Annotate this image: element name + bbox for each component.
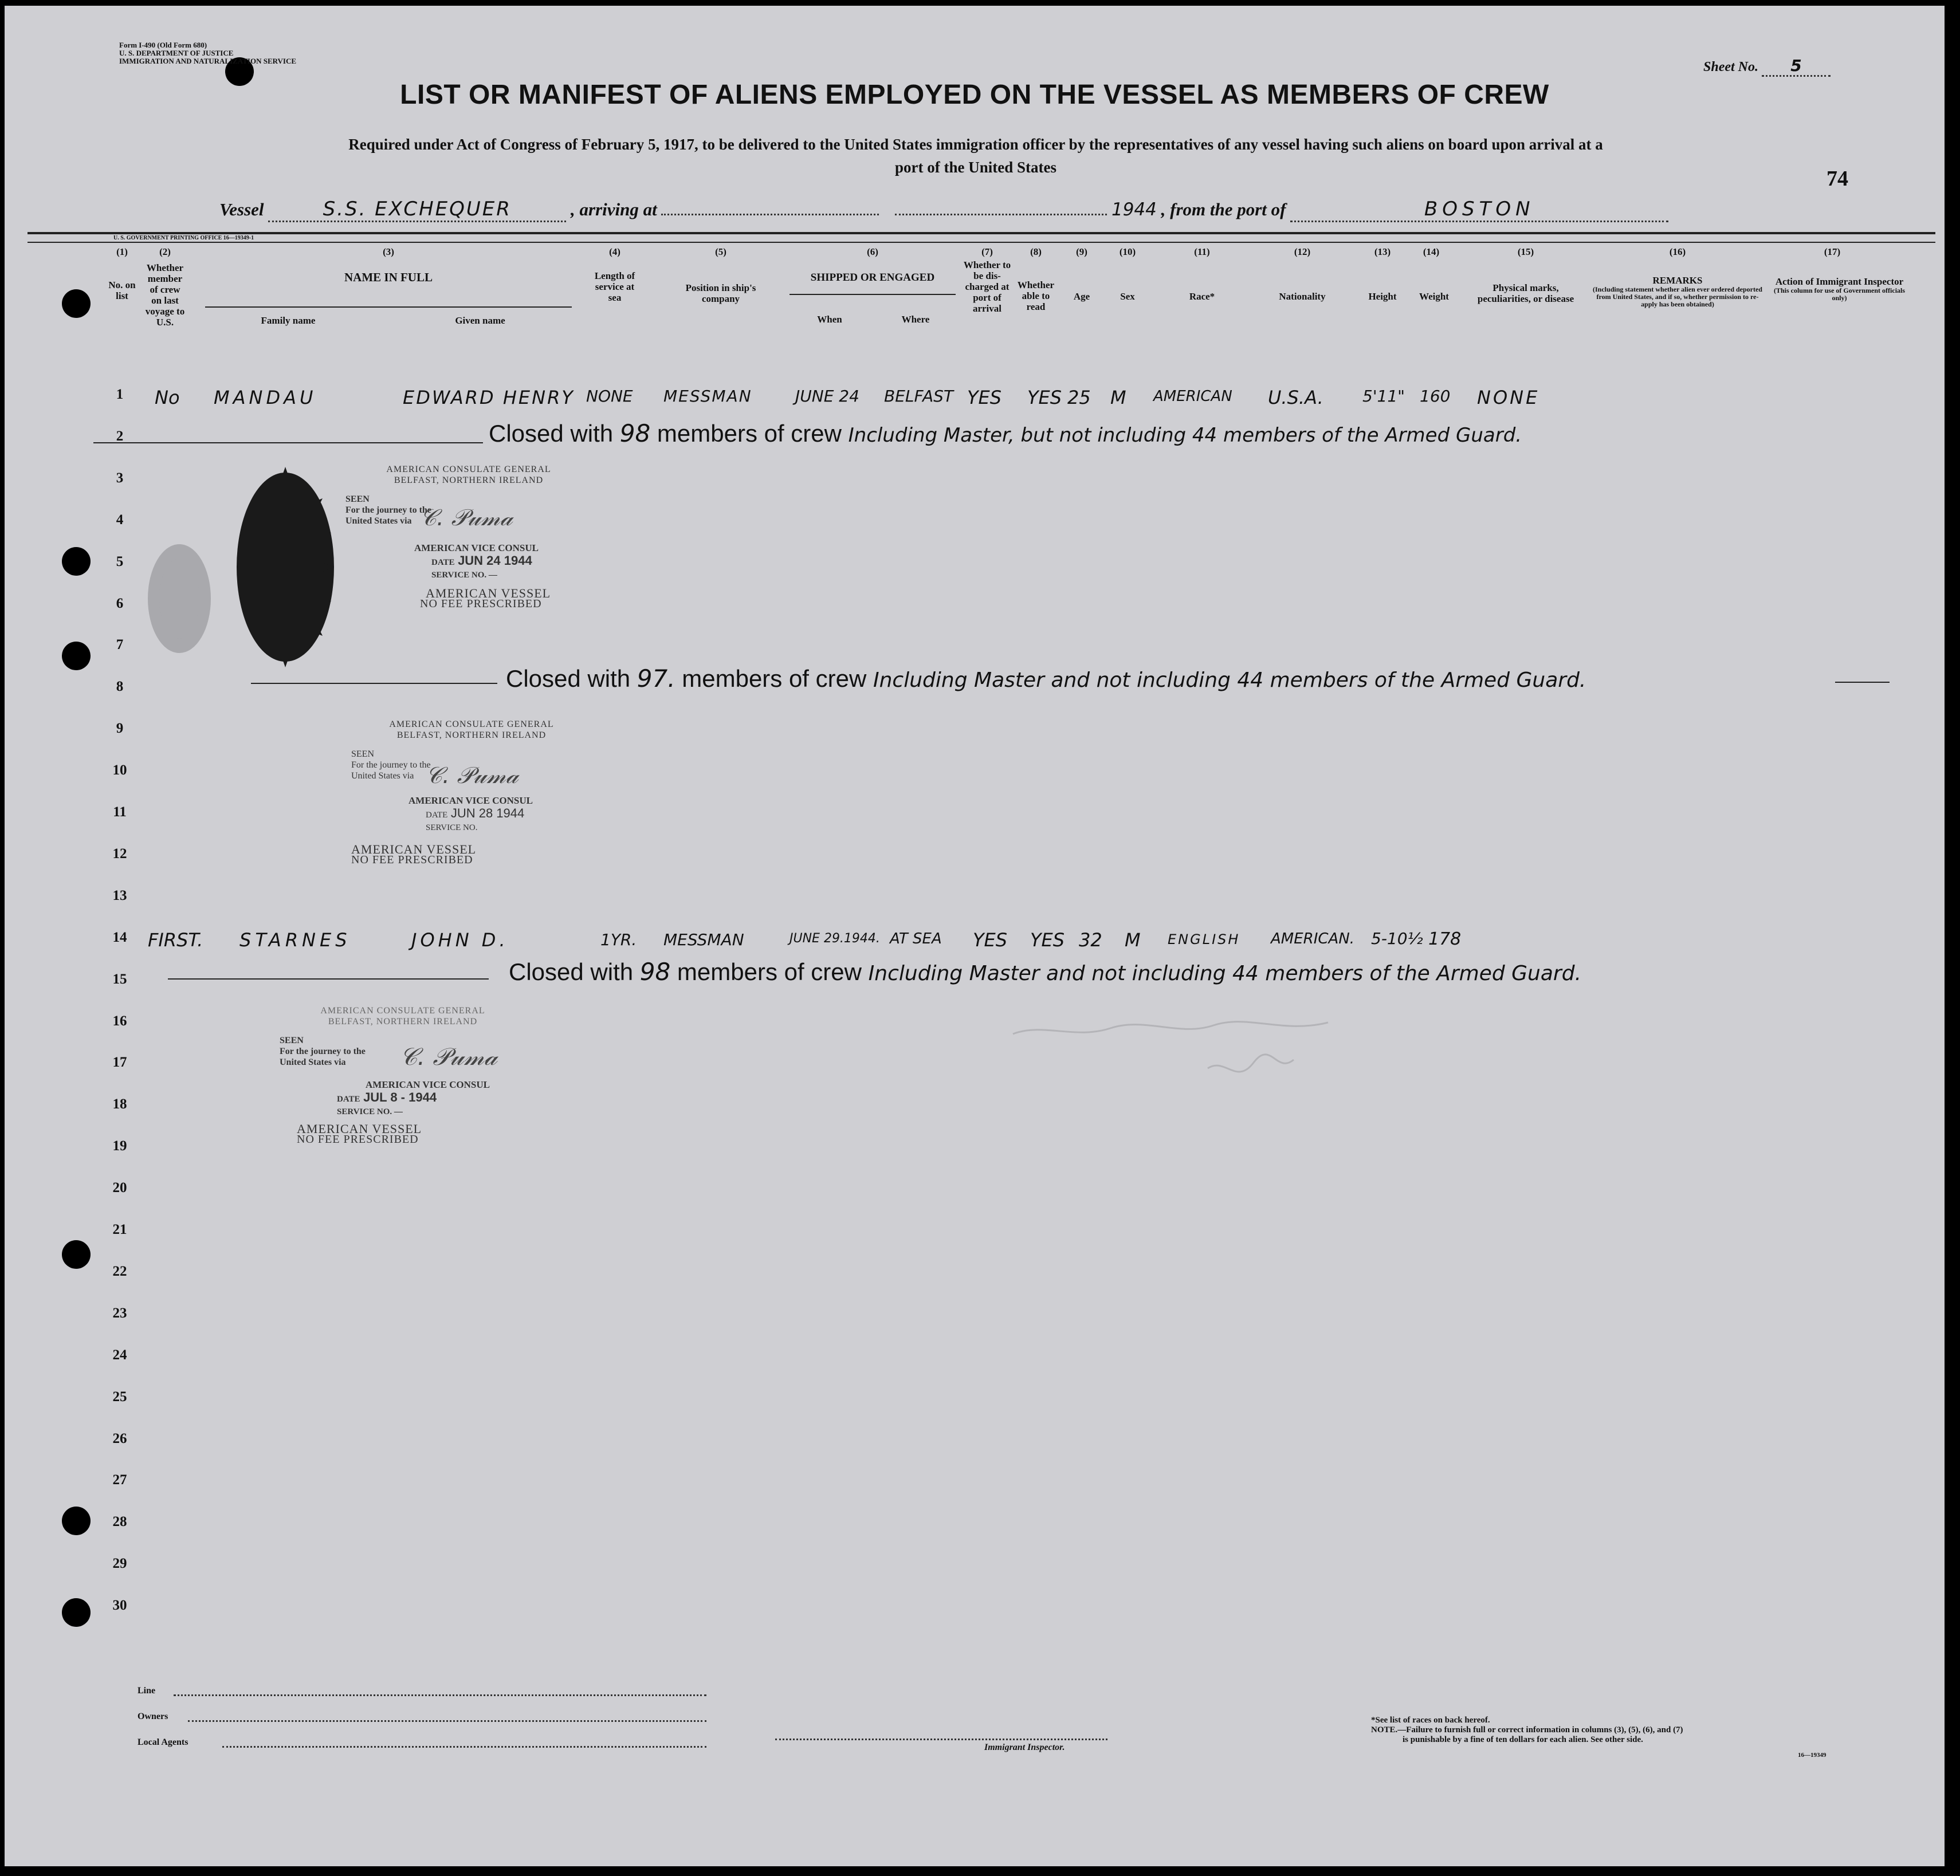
cell-service: 1YR. — [600, 930, 637, 949]
cell-height: 5'11" — [1362, 387, 1405, 406]
row-number: 21 — [112, 1222, 127, 1237]
row-number: 8 — [116, 679, 124, 694]
stamp-date: JUN 24 1944 — [458, 553, 532, 568]
column-header: Length of service at sea — [594, 270, 635, 303]
cell-family-name: MANDAU — [214, 387, 317, 408]
inspector-signature-line — [775, 1739, 1107, 1740]
form-number: Form I-490 (Old Form 680) U. S. DEPARTMENT OF JUSTICE IMMIGRATION AND NATURALIZATION SERVICE — [119, 41, 297, 65]
cell-nationality: AMERICAN. — [1271, 930, 1355, 947]
vessel-year: 1944 — [1111, 199, 1157, 220]
row-number: 16 — [112, 1013, 127, 1029]
footer-owners-label: Owners — [138, 1712, 168, 1721]
closing-note: Including Master, but not including 44 members of the Armed Guard. — [848, 424, 1522, 447]
embossed-seal-icon — [142, 538, 217, 659]
manifest-sheet — [5, 6, 1945, 1866]
column-number: (7) — [981, 246, 993, 257]
column-header: Age — [1073, 291, 1090, 302]
row-number: 2 — [116, 428, 124, 444]
footer-agents-label: Local Agents — [138, 1737, 188, 1747]
row-number: 29 — [112, 1556, 127, 1571]
sheet-number-value: 5 — [1762, 56, 1831, 77]
consular-seal-icon — [225, 464, 345, 670]
punch-hole-icon — [62, 1240, 91, 1269]
cell-position: MESSMAN — [663, 387, 752, 406]
column-number: (14) — [1423, 246, 1440, 257]
row-number: 14 — [112, 930, 127, 945]
row-number: 13 — [112, 888, 127, 903]
cell-where: AT SEA — [890, 930, 942, 947]
closing-note: Including Master and not including 44 members of the Armed Guard. — [873, 668, 1586, 692]
row-number: 30 — [112, 1598, 127, 1613]
cell-sex: M — [1110, 387, 1126, 408]
cell-last-voyage: No — [155, 387, 180, 408]
column-number: (1) — [116, 246, 128, 257]
column-header: No. on list — [108, 280, 136, 301]
punch-hole-icon — [62, 1598, 91, 1627]
column-number: (17) — [1824, 246, 1841, 257]
service-name: IMMIGRATION AND NATURALIZATION SERVICE — [119, 57, 297, 65]
cell-service: NONE — [586, 387, 633, 406]
column-header: Whether member of crew on last voyage to U.S. — [145, 262, 185, 328]
row-number: 22 — [112, 1264, 127, 1279]
header-rule — [28, 232, 1935, 234]
cell-sex: M — [1125, 929, 1141, 951]
row-number: 4 — [116, 512, 124, 528]
closing-statement: Closed with 98 members of crew Including Master and not including 44 members of the Armed Guard. — [509, 958, 1582, 986]
column-header: NAME IN FULL — [344, 270, 433, 284]
punch-hole-icon — [62, 547, 91, 576]
arriving-at-value — [661, 214, 879, 215]
row-number: 17 — [112, 1055, 127, 1070]
row-number: 19 — [112, 1138, 127, 1154]
column-header: Weight — [1419, 291, 1449, 302]
closing-rule — [1835, 682, 1890, 683]
column-header: SHIPPED OR ENGAGED — [810, 272, 935, 284]
cell-discharged: YES — [973, 929, 1008, 951]
consular-stamp: AMERICAN CONSULATE GENERAL BELFAST, NORTHERN IRELAND SEEN For the journey to the United States via 𝒞. 𝒫𝓊𝓂𝒶 AMERICAN VICE CONSUL DATE JUN 24 1944 SERVICE NO. — AMERICAN VESSEL NO FEE PRESCRIBED — [345, 465, 551, 610]
footer-line-field — [174, 1694, 706, 1696]
column-number: (10) — [1119, 246, 1136, 257]
subheader-family-name: Family name — [261, 315, 316, 326]
column-number: (8) — [1030, 246, 1042, 257]
column-number: (9) — [1076, 246, 1087, 257]
column-number: (6) — [867, 246, 878, 257]
cell-nationality: U.S.A. — [1268, 387, 1323, 408]
closing-note: Including Master and not including 44 members of the Armed Guard. — [868, 962, 1582, 985]
punch-hole-icon — [62, 642, 91, 670]
page-mark: 74 — [1827, 167, 1848, 191]
column-number: (13) — [1374, 246, 1391, 257]
column-header: Physical marks, peculiarities, or disease — [1477, 282, 1574, 304]
closing-rule — [168, 978, 489, 980]
closing-statement: Closed with 97. members of crew Including Master and not including 44 members of the Armed Guard. — [506, 664, 1586, 693]
row-number: 3 — [116, 470, 124, 486]
subheader-where: Where — [901, 314, 930, 325]
row-number: 1 — [116, 387, 124, 402]
column-header: Race* — [1189, 291, 1215, 302]
department-name: U. S. DEPARTMENT OF JUSTICE — [119, 49, 234, 57]
row-number: 5 — [116, 554, 124, 569]
column-header: REMARKS (Including statement whether alien ever ordered deported from United States, and if so, whether permission to re-apply has been obtained) — [1589, 275, 1766, 308]
footer-notes: *See list of races on back hereof. NOTE.—Failure to furnish full or correct information in columns (3), (5), (6), and (7) is punishable by a fine of ten dollars for each alien. See other side. — [1371, 1716, 1683, 1744]
cell-race: AMERICAN — [1153, 388, 1232, 405]
column-number: (4) — [609, 246, 620, 257]
port-of-departure: BOSTON — [1290, 198, 1668, 222]
footer-line-label: Line — [138, 1686, 156, 1696]
crew-count: 97. — [637, 664, 675, 693]
cell-when: JUNE 24 — [795, 387, 859, 406]
column-header: Height — [1368, 291, 1397, 302]
cell-given-name: JOHN D. — [411, 929, 509, 951]
footer-owners-field — [188, 1720, 706, 1722]
printing-office: U. S. GOVERNMENT PRINTING OFFICE 16—19349-1 — [113, 235, 254, 241]
shipped-divider — [790, 294, 956, 295]
cell-discharged: YES — [967, 387, 1002, 408]
column-number: (3) — [383, 246, 394, 257]
crew-count: 98 — [619, 419, 651, 447]
row-number: 25 — [112, 1389, 127, 1405]
row-number: 26 — [112, 1431, 127, 1446]
cell-race: ENGLISH — [1168, 931, 1240, 947]
column-header: Nationality — [1279, 291, 1326, 302]
row-number: 6 — [116, 596, 124, 611]
row-number: 10 — [112, 762, 127, 778]
column-header: Position in ship's company — [685, 282, 756, 304]
inspector-label: Immigrant Inspector. — [984, 1743, 1065, 1752]
column-number: (12) — [1294, 246, 1311, 257]
footer-agents-field — [222, 1746, 706, 1748]
column-header: Whether able to read — [1017, 280, 1055, 312]
column-header: Action of Immigrant Inspector (This column for use of Government officials only) — [1772, 276, 1907, 302]
column-number: (5) — [715, 246, 726, 257]
cell-when: JUNE 29.1944. — [790, 931, 880, 946]
page-subtitle: Required under Act of Congress of February 5, 1917, to be delivered to the United States immigration officer by the representatives of any vessel having such aliens on board upon arrival at a port of the United States — [348, 136, 1603, 176]
vessel-line: Vessel S.S. EXCHEQUER , arriving at 1944 , from the port of BOSTON — [219, 198, 1668, 222]
column-number: (16) — [1669, 246, 1686, 257]
column-number: (2) — [159, 246, 171, 257]
column-number: (11) — [1194, 246, 1210, 257]
subheader-when: When — [817, 314, 842, 325]
closing-statement: Closed with 98 members of crew Including Master, but not including 44 members of the Armed Guard. — [489, 419, 1522, 447]
vessel-name: S.S. EXCHEQUER — [268, 198, 566, 222]
cell-position: MESSMAN — [663, 930, 744, 949]
row-number: 15 — [112, 972, 127, 987]
row-number: 7 — [116, 637, 124, 652]
sheet-number: Sheet No. 5 — [1703, 56, 1831, 77]
row-number: 20 — [112, 1180, 127, 1195]
row-number: 23 — [112, 1305, 127, 1321]
row-number: 27 — [112, 1472, 127, 1488]
cell-given-name: EDWARD HENRY — [403, 387, 575, 408]
cell-last-voyage: FIRST. — [148, 929, 203, 951]
consular-stamp: AMERICAN CONSULATE GENERAL BELFAST, NORTHERN IRELAND SEEN For the journey to the United States via 𝒞. 𝒫𝓊𝓂𝒶 AMERICAN VICE CONSUL DATE JUN 28 1944 SERVICE NO. AMERICAN VESSEL NO FEE PRESCRIBED — [351, 719, 554, 866]
stamp-date: JUN 28 1944 — [450, 806, 525, 820]
punch-hole-icon — [62, 289, 91, 318]
form-code: 16—19349 — [1798, 1752, 1827, 1759]
column-header: Sex — [1120, 291, 1135, 302]
name-divider — [205, 306, 572, 308]
row-number: 12 — [112, 846, 127, 862]
row-number: 28 — [112, 1514, 127, 1529]
row-number: 18 — [112, 1096, 127, 1112]
row-number: 11 — [113, 804, 127, 820]
row-number: 24 — [112, 1347, 127, 1363]
stamp-date: JUL 8 - 1944 — [363, 1090, 437, 1104]
header-rule — [28, 242, 1935, 243]
cell-where: BELFAST — [884, 387, 953, 406]
punch-hole-icon — [62, 1507, 91, 1535]
remarks-note: (Including statement whether alien ever ordered deported from United States, and if so, whether permission to re-apply has been obtained) — [1593, 285, 1762, 308]
cell-age: 32 — [1079, 929, 1102, 951]
faint-annotation-icon — [1007, 1005, 1362, 1097]
crew-count: 98 — [639, 958, 671, 986]
inspector-note: (This column for use of Government officials only) — [1773, 286, 1906, 302]
closing-rule — [251, 683, 497, 684]
cell-weight: 160 — [1420, 387, 1451, 406]
cell-read: YES — [1027, 387, 1062, 408]
cell-family-name: STARNES — [239, 929, 351, 951]
cell-marks: NONE — [1477, 387, 1540, 408]
closing-rule — [93, 442, 483, 443]
consular-stamp: AMERICAN CONSULATE GENERAL BELFAST, NORTHERN IRELAND SEEN For the journey to the United States via 𝒞. 𝒫𝓊𝓂𝒶 AMERICAN VICE CONSUL DATE JUL 8 - 1944 SERVICE NO. — AMERICAN VESSEL NO FEE PRESCRIBED — [280, 1006, 498, 1146]
subheader-given-name: Given name — [455, 315, 505, 326]
cell-weight: 178 — [1428, 929, 1462, 949]
page-title: LIST OR MANIFEST OF ALIENS EMPLOYED ON THE VESSEL AS MEMBERS OF CREW — [400, 80, 1549, 110]
cell-height: 5-10½ — [1371, 929, 1423, 948]
cell-read: YES — [1030, 929, 1065, 951]
column-header: Whether to be dis- charged at port of arrival — [963, 259, 1011, 314]
column-number: (15) — [1517, 246, 1534, 257]
cell-age: 25 — [1067, 387, 1091, 408]
row-number: 9 — [116, 721, 124, 736]
